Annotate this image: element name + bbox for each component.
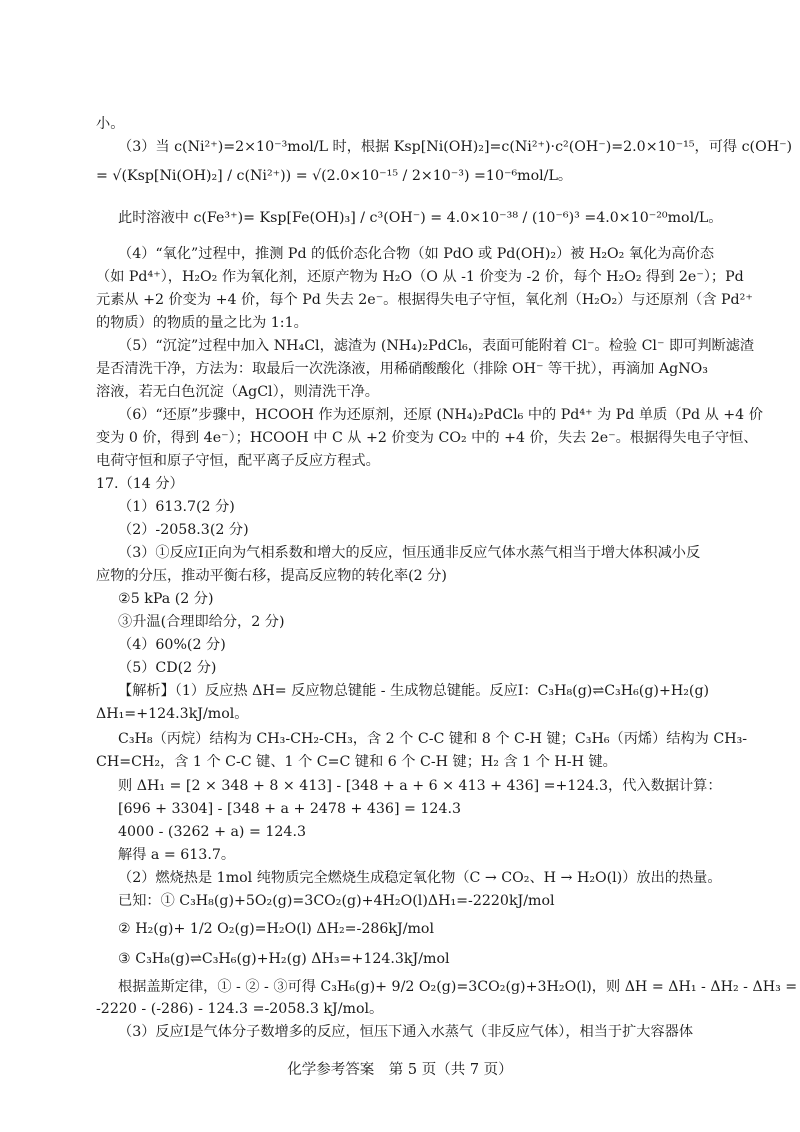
text-line: 元素从 +2 价变为 +4 价，每个 Pd 失去 2e⁻。根据得失电子守恒，氧化剂（H₂O₂）与还原剂（含 Pd²⁺ [96, 292, 753, 308]
analysis-line: -2220 - (-286) - 124.3 =-2058.3 kJ/mol。 [96, 1001, 384, 1017]
text-line: （4）“氧化”过程中，推测 Pd 的低价态化合物（如 PdO 或 Pd(OH)₂）被 H₂O₂ 氧化为高价态 [118, 246, 715, 262]
text-line: 是否清洗干净，方法为：取最后一次洗涤液，用稀硝酸酸化（排除 OH⁻ 等干扰），再滴加 AgNO₃ [96, 361, 708, 377]
analysis-line: ΔH₁=+124.3kJ/mol。 [96, 706, 249, 722]
analysis-line: 已知：① C₃H₈(g)+5O₂(g)=3CO₂(g)+4H₂O(l)ΔH₁=-2220kJ/mol [118, 893, 555, 909]
text-line: （3）当 c(Ni²⁺)=2×10⁻³mol/L 时，根据 Ksp[Ni(OH)₂]=c(Ni²⁺)·c²(OH⁻)=2.0×10⁻¹⁵，可得 c(OH⁻) [118, 139, 793, 155]
question-heading: 17.（14 分） [96, 476, 184, 492]
formula-line: ③ C₃H₈(g)⇌C₃H₆(g)+H₂(g) ΔH₃=+124.3kJ/mol [118, 951, 450, 967]
text-line: 的物质）的物质的量之比为 1:1。 [96, 315, 308, 331]
answer-line: ③升温(合理即给分，2 分) [118, 614, 285, 630]
text-line: 溶液，若无白色沉淀（AgCl），则清洗干净。 [96, 384, 379, 400]
analysis-line: [696 + 3304] - [348 + a + 2478 + 436] = 124.3 [118, 801, 462, 817]
analysis-line: 4000 - (3262 + a) = 124.3 [118, 824, 306, 840]
answer-line: （4）60%(2 分) [118, 637, 226, 653]
text-line: 变为 0 价，得到 4e⁻）；HCOOH 中 C 从 +2 价变为 CO₂ 中的 +4 价，失去 2e⁻。根据得失电子守恒、 [96, 430, 758, 446]
analysis-line: 则 ΔH₁ = [2 × 348 + 8 × 413] - [348 + a + 6 × 413 + 436] =+124.3，代入数据计算： [118, 778, 722, 794]
analysis-line: C₃H₈（丙烷）结构为 CH₃-CH₂-CH₃，含 2 个 C-C 键和 8 个 C-H 键；C₃H₆（丙烯）结构为 CH₃- [118, 731, 748, 747]
page-footer: 化学参考答案 第 5 页（共 7 页） [287, 1062, 513, 1078]
answer-line: 应物的分压，推动平衡右移，提高反应物的转化率(2 分) [96, 568, 447, 584]
formula-line: 此时溶液中 c(Fe³⁺)= Ksp[Fe(OH)₃] / c³(OH⁻) = 4.0×10⁻³⁸ / (10⁻⁶)³ =4.0×10⁻²⁰mol/L。 [118, 210, 723, 226]
text-line: （6）“还原”步骤中，HCOOH 作为还原剂，还原 (NH₄)₂PdCl₆ 中的 Pd⁴⁺ 为 Pd 单质（Pd 从 +4 价 [118, 407, 763, 423]
formula-line: ② H₂(g)+ 1/2 O₂(g)=H₂O(l) ΔH₂=-286kJ/mol [118, 921, 435, 937]
analysis-line: （3）反应Ⅰ是气体分子数增多的反应，恒压下通入水蒸气（非反应气体），相当于扩大容器体 [118, 1024, 694, 1040]
answer-line: （5）CD(2 分) [118, 660, 217, 676]
answer-line: （2）-2058.3(2 分) [118, 522, 249, 538]
analysis-line: 【解析】（1）反应热 ΔH= 反应物总键能 - 生成物总键能。反应Ⅰ：C₃H₈(g)⇌C₃H₆(g)+H₂(g) [118, 683, 710, 699]
answer-line: （3）①反应Ⅰ正向为气相系数和增大的反应，恒压通非反应气体水蒸气相当于增大体积减小反 [118, 545, 701, 561]
text-line: 电荷守恒和原子守恒，配平离子反应方程式。 [96, 453, 380, 469]
analysis-line: （2）燃烧热是 1mol 纯物质完全燃烧生成稳定氧化物（C → CO₂、H → H₂O(l)）放出的热量。 [118, 870, 722, 886]
text-line: （如 Pd⁴⁺），H₂O₂ 作为氧化剂，还原产物为 H₂O（O 从 -1 价变为 -2 价，每个 H₂O₂ 得到 2e⁻）；Pd [96, 269, 744, 285]
analysis-line: 解得 a = 613.7。 [118, 847, 236, 863]
text-line: （5）“沉淀”过程中加入 NH₄Cl，滤渣为 (NH₄)₂PdCl₆，表面可能附着 Cl⁻。检验 Cl⁻ 即可判断滤渣 [118, 338, 755, 354]
formula-line: = √(Ksp[Ni(OH)₂] / c(Ni²⁺)) = √(2.0×10⁻¹⁵ / 2×10⁻³) =10⁻⁶mol/L。 [96, 168, 573, 184]
analysis-line: CH=CH₂，含 1 个 C-C 键、1 个 C=C 键和 6 个 C-H 键；H₂ 含 1 个 H-H 键。 [96, 754, 617, 770]
answer-line: （1）613.7(2 分) [118, 499, 235, 515]
formula-line: 根据盖斯定律，① - ② - ③可得 C₃H₆(g)+ 9/2 O₂(g)=3CO₂(g)+3H₂O(l)，则 ΔH = ΔH₁ - ΔH₂ - ΔH₃ = [118, 979, 798, 995]
text-line: 小。 [96, 116, 125, 132]
answer-line: ②5 kPa (2 分) [118, 591, 214, 607]
